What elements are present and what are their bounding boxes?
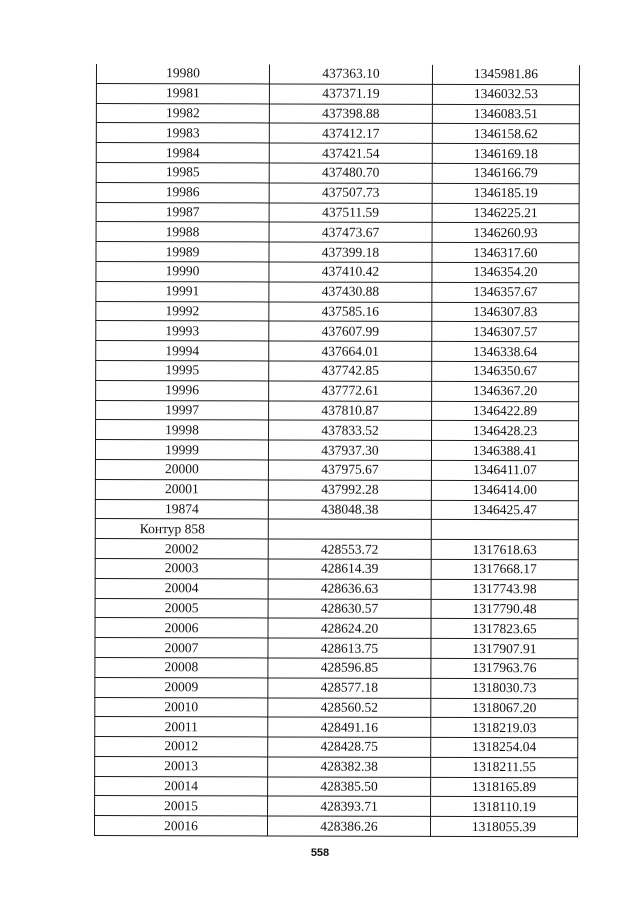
table-row (95, 776, 578, 797)
table-row (96, 103, 579, 124)
point-number-cell: 20012 (95, 737, 268, 757)
y-coordinate-cell: 1346367.20 (432, 381, 579, 401)
point-number-cell: 19995 (96, 360, 269, 380)
table-row (96, 281, 579, 302)
section-header-row (95, 519, 578, 540)
point-number-cell: 19994 (96, 341, 269, 361)
point-number-cell: 20015 (95, 796, 268, 816)
y-coordinate-cell: 1346260.93 (432, 223, 579, 243)
point-number-cell: 19874 (95, 499, 268, 519)
point-number-cell: 20001 (95, 479, 268, 499)
y-coordinate-cell: 1317790.48 (431, 599, 578, 619)
x-coordinate-cell: 428553.72 (268, 539, 431, 559)
x-coordinate-cell: 428636.63 (268, 579, 431, 599)
table-row (96, 222, 579, 243)
table-row (96, 301, 579, 322)
table-row (95, 558, 578, 579)
point-number-cell: 19986 (96, 182, 269, 202)
point-number-cell: 19988 (96, 222, 269, 242)
x-coordinate-cell: 437975.67 (268, 460, 431, 480)
point-number-cell: 19981 (96, 83, 269, 103)
table-row (96, 143, 579, 164)
y-coordinate-cell: 1346357.67 (432, 282, 579, 302)
y-coordinate-cell: 1346307.57 (432, 322, 579, 342)
point-number-cell: 19984 (96, 143, 269, 163)
y-coordinate-cell (431, 520, 578, 540)
point-number-cell: 19987 (96, 202, 269, 222)
table-row (95, 479, 578, 500)
x-coordinate-cell: 428491.16 (268, 717, 431, 737)
x-coordinate-cell: 437742.85 (269, 361, 432, 381)
x-coordinate-cell (268, 519, 431, 539)
y-coordinate-cell: 1346422.89 (432, 401, 579, 421)
y-coordinate-cell: 1318254.04 (431, 737, 578, 757)
y-coordinate-cell: 1346032.53 (432, 84, 579, 104)
y-coordinate-cell: 1346185.19 (432, 183, 579, 203)
x-coordinate-cell: 437507.73 (269, 183, 432, 203)
x-coordinate-cell: 428630.57 (268, 598, 431, 618)
y-coordinate-cell: 1346388.41 (431, 441, 578, 461)
table-row (95, 737, 578, 758)
y-coordinate-cell: 1346428.23 (432, 421, 579, 441)
table-row (96, 202, 579, 223)
y-coordinate-cell: 1346414.00 (431, 480, 578, 500)
x-coordinate-cell: 437607.99 (269, 321, 432, 341)
y-coordinate-cell: 1346350.67 (432, 361, 579, 381)
table-row (95, 459, 578, 480)
y-coordinate-cell: 1318110.19 (431, 797, 578, 817)
y-coordinate-cell: 1346354.20 (432, 262, 579, 282)
table-row (96, 420, 579, 441)
x-coordinate-cell: 428614.39 (268, 559, 431, 579)
y-coordinate-cell: 1318219.03 (431, 718, 578, 738)
y-coordinate-cell: 1346169.18 (432, 144, 579, 164)
x-coordinate-cell: 437410.42 (269, 262, 432, 282)
x-coordinate-cell: 437363.10 (269, 64, 432, 84)
point-number-cell: 19993 (96, 321, 269, 341)
table-row (96, 261, 579, 282)
point-number-cell: 19998 (96, 420, 269, 440)
y-coordinate-cell: 1317743.98 (431, 579, 578, 599)
x-coordinate-cell: 437664.01 (269, 341, 432, 361)
table-row (95, 697, 578, 718)
x-coordinate-cell: 437398.88 (269, 104, 432, 124)
page-number: 558 (310, 847, 330, 859)
x-coordinate-cell: 428382.38 (268, 757, 431, 777)
x-coordinate-cell: 437810.87 (269, 400, 432, 420)
point-number-cell: 19996 (96, 380, 269, 400)
y-coordinate-cell: 1317907.91 (431, 638, 578, 658)
table-row (96, 162, 579, 183)
y-coordinate-cell: 1317618.63 (431, 540, 578, 560)
point-number-cell: 20010 (95, 697, 268, 717)
table-row (96, 64, 579, 85)
y-coordinate-cell: 1346158.62 (432, 124, 579, 144)
table-row (95, 499, 578, 520)
table-row (96, 83, 579, 104)
y-coordinate-cell: 1317963.76 (431, 658, 578, 678)
point-number-cell: 19990 (96, 261, 269, 281)
x-coordinate-cell: 438048.38 (268, 499, 431, 519)
table-row (95, 677, 578, 698)
x-coordinate-cell: 428393.71 (268, 796, 431, 816)
y-coordinate-cell: 1318055.39 (430, 817, 577, 837)
point-number-cell: 19991 (96, 281, 269, 301)
y-coordinate-cell: 1346317.60 (432, 243, 579, 263)
x-coordinate-cell: 428624.20 (268, 618, 431, 638)
x-coordinate-cell: 437371.19 (269, 84, 432, 104)
y-coordinate-cell: 1346338.64 (432, 342, 579, 362)
point-number-cell: 20002 (95, 539, 268, 559)
point-number-cell: 20005 (95, 598, 268, 618)
point-number-cell: 20009 (95, 677, 268, 697)
table-row (96, 400, 579, 421)
point-number-cell: 20013 (95, 756, 268, 776)
y-coordinate-cell: 1318067.20 (431, 698, 578, 718)
point-number-cell: 19982 (96, 103, 269, 123)
y-coordinate-cell: 1318165.89 (431, 777, 578, 797)
x-coordinate-cell: 437833.52 (269, 420, 432, 440)
table-row (96, 123, 579, 144)
point-number-cell: 19985 (96, 162, 269, 182)
y-coordinate-cell: 1317668.17 (431, 559, 578, 579)
point-number-cell: 20008 (95, 657, 268, 677)
point-number-cell: 20003 (95, 558, 268, 578)
table-row (96, 380, 579, 401)
y-coordinate-cell: 1318030.73 (431, 678, 578, 698)
table-row (95, 539, 578, 560)
y-coordinate-cell: 1346411.07 (431, 460, 578, 480)
x-coordinate-cell: 428386.26 (267, 816, 430, 836)
table-row (96, 182, 579, 203)
table-row (96, 341, 579, 362)
x-coordinate-cell: 428560.52 (268, 697, 431, 717)
x-coordinate-cell: 437421.54 (269, 143, 432, 163)
y-coordinate-cell: 1318211.55 (431, 757, 578, 777)
x-coordinate-cell: 437511.59 (269, 203, 432, 223)
point-number-cell: 19989 (96, 242, 269, 262)
x-coordinate-cell: 437399.18 (269, 242, 432, 262)
table-row (95, 440, 578, 461)
point-number-cell: 20016 (94, 816, 267, 836)
y-coordinate-cell: 1346307.83 (432, 302, 579, 322)
y-coordinate-cell: 1317823.65 (431, 619, 578, 639)
x-coordinate-cell: 437992.28 (268, 480, 431, 500)
table-row (95, 578, 578, 599)
point-number-cell: 20007 (95, 638, 268, 658)
x-coordinate-cell: 428613.75 (268, 638, 431, 658)
table-row (95, 796, 578, 817)
point-number-cell: 20006 (95, 618, 268, 638)
table-row (95, 657, 578, 678)
point-number-cell: 19997 (96, 400, 269, 420)
y-coordinate-cell: 1345981.86 (432, 65, 579, 85)
y-coordinate-cell: 1346166.79 (432, 163, 579, 183)
table-row (96, 360, 579, 381)
table-row (95, 717, 578, 738)
y-coordinate-cell: 1346425.47 (431, 500, 578, 520)
x-coordinate-cell: 437473.67 (269, 222, 432, 242)
y-coordinate-cell: 1346083.51 (432, 104, 579, 124)
contour-label-cell: Контур 858 (95, 519, 268, 539)
y-coordinate-cell: 1346225.21 (432, 203, 579, 223)
x-coordinate-cell: 428596.85 (268, 658, 431, 678)
table-row (95, 756, 578, 777)
table-row (95, 598, 578, 619)
point-number-cell: 19992 (96, 301, 269, 321)
point-number-cell: 19980 (96, 64, 269, 84)
coordinates-table (94, 64, 580, 837)
table-row (96, 321, 579, 342)
table-row (95, 618, 578, 639)
point-number-cell: 20004 (95, 578, 268, 598)
coordinates-table-body (94, 64, 579, 837)
point-number-cell: 20014 (95, 776, 268, 796)
x-coordinate-cell: 428577.18 (268, 678, 431, 698)
point-number-cell: 20000 (95, 459, 268, 479)
x-coordinate-cell: 437480.70 (269, 163, 432, 183)
x-coordinate-cell: 437430.88 (269, 282, 432, 302)
point-number-cell: 19999 (95, 440, 268, 460)
x-coordinate-cell: 437772.61 (269, 381, 432, 401)
x-coordinate-cell: 437937.30 (268, 440, 431, 460)
table-row (95, 638, 578, 659)
x-coordinate-cell: 437412.17 (269, 123, 432, 143)
x-coordinate-cell: 428428.75 (268, 737, 431, 757)
point-number-cell: 20011 (95, 717, 268, 737)
table-row (94, 816, 577, 837)
x-coordinate-cell: 428385.50 (268, 777, 431, 797)
table-row (96, 242, 579, 263)
x-coordinate-cell: 437585.16 (269, 302, 432, 322)
point-number-cell: 19983 (96, 123, 269, 143)
